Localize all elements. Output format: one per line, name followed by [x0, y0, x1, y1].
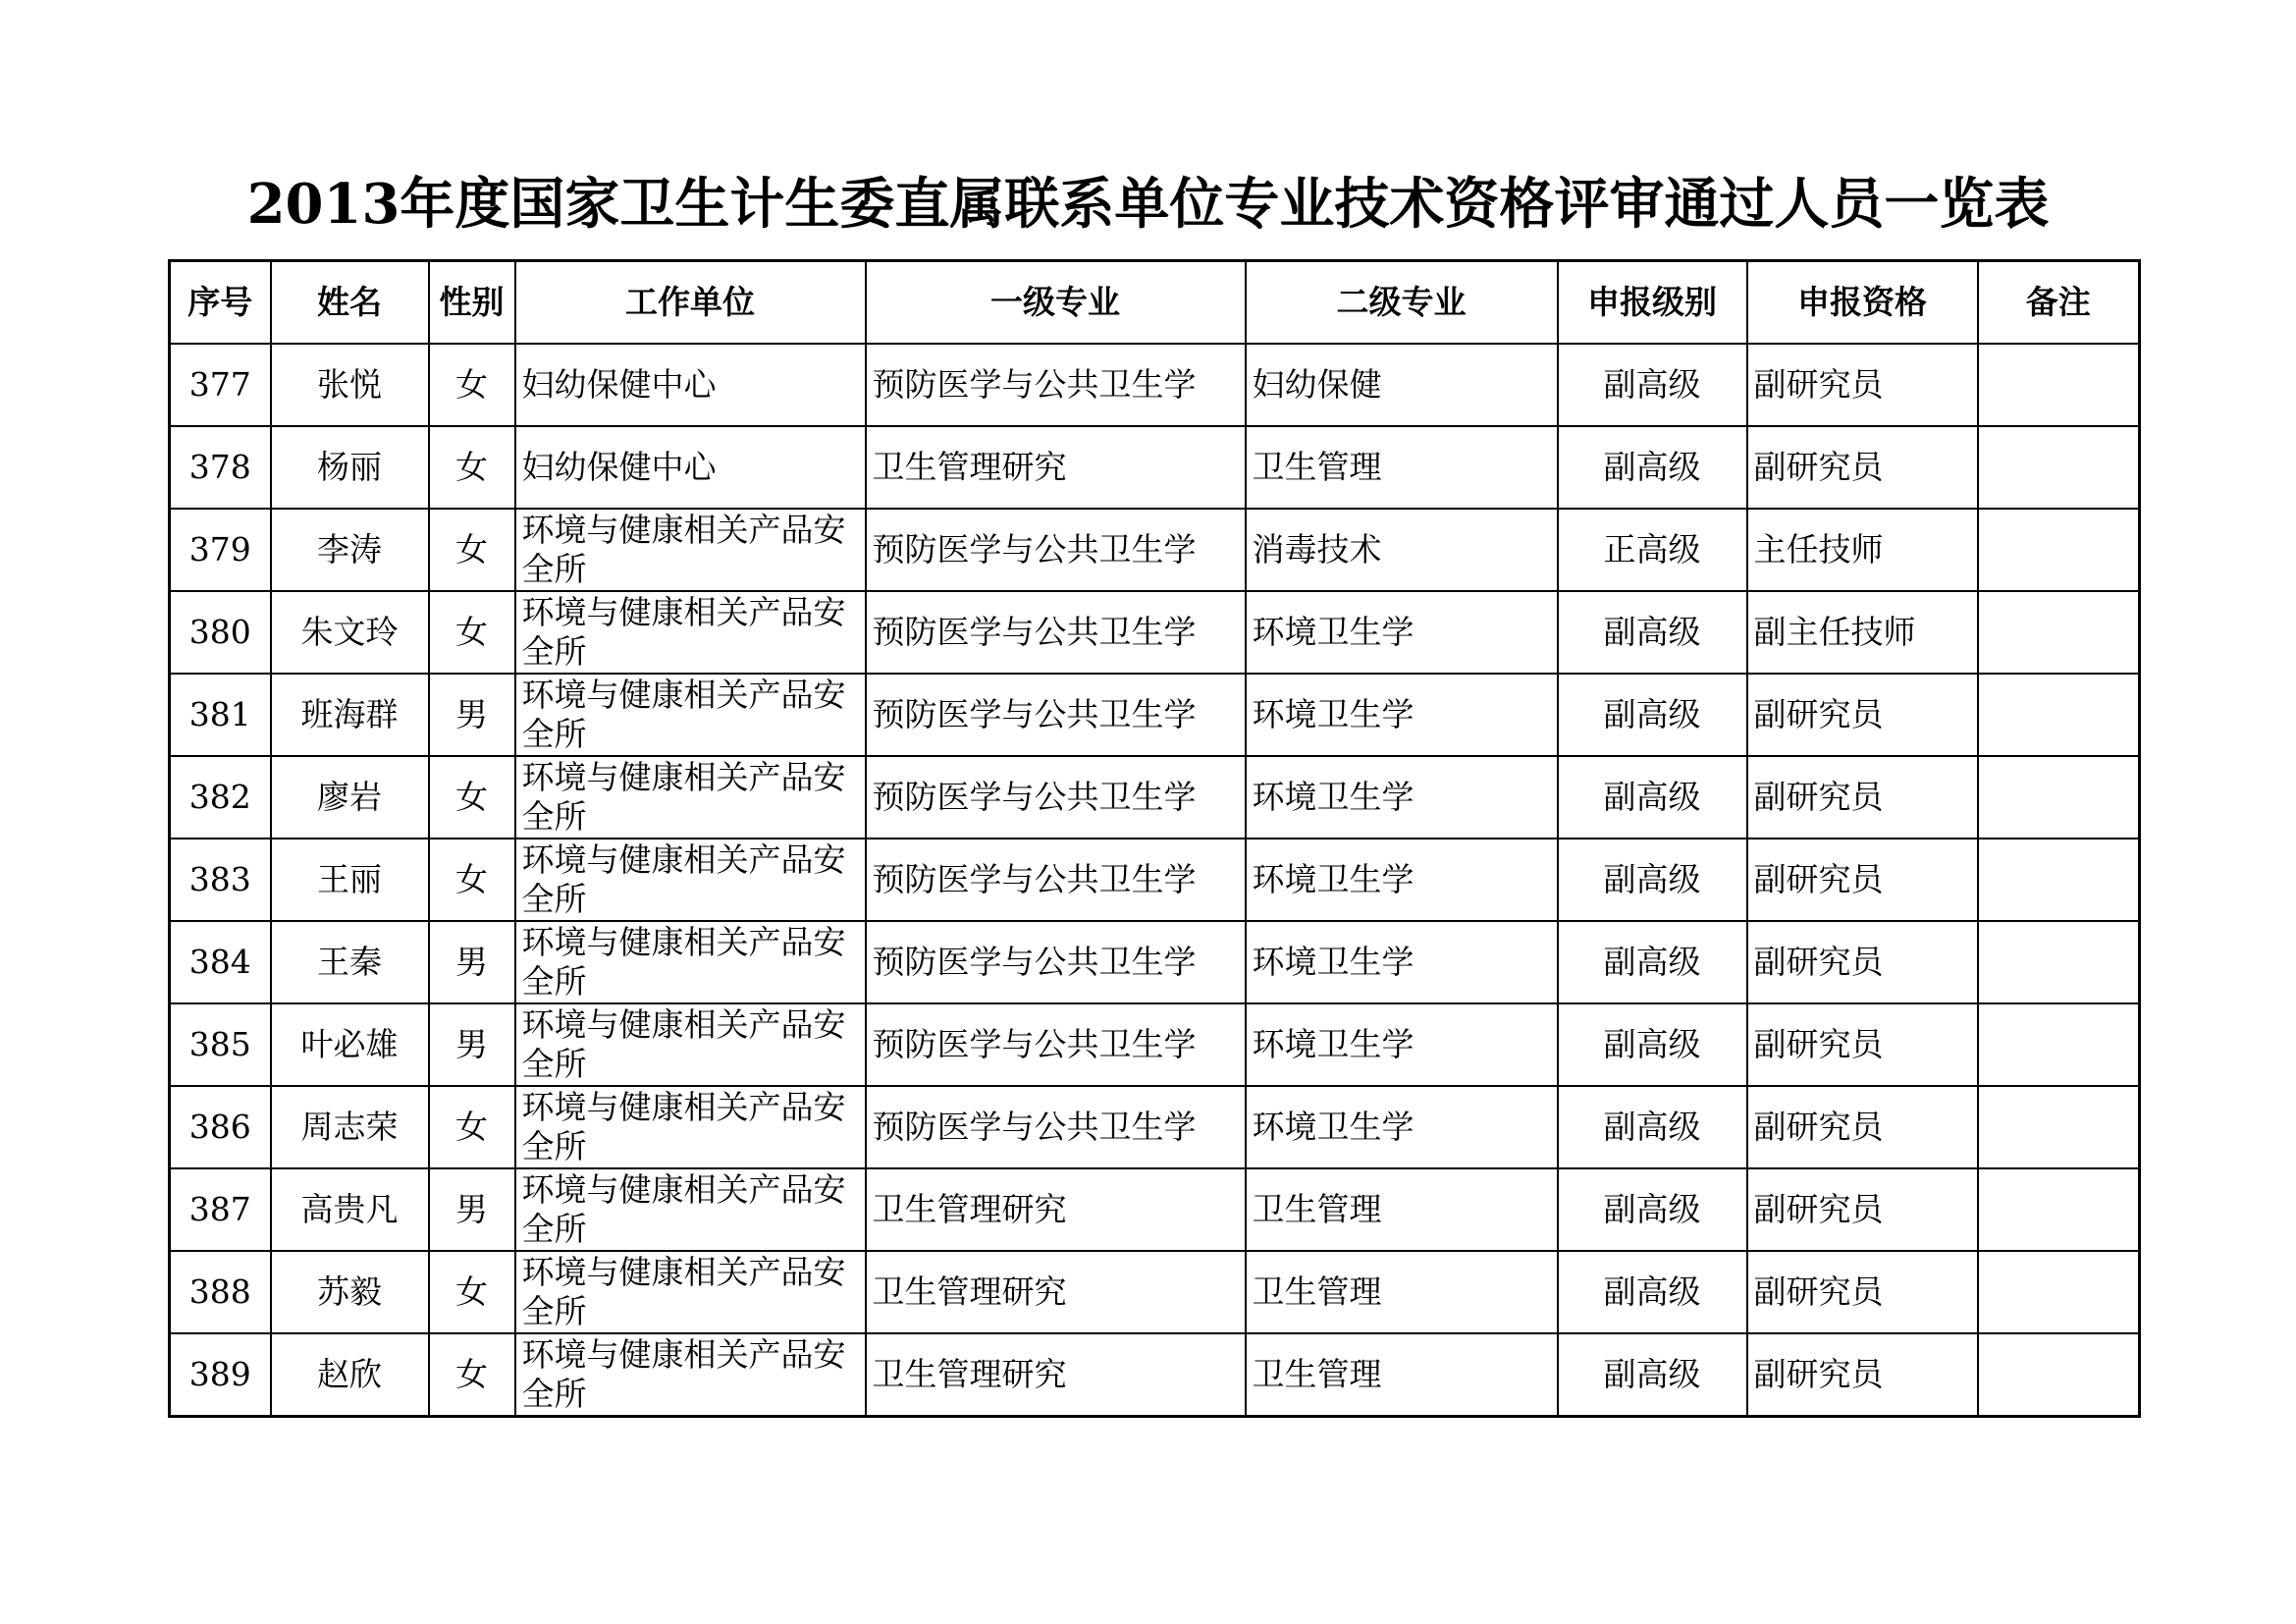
cell-col-level: 副高级: [1558, 756, 1747, 839]
cell-col-qualification: 副研究员: [1747, 1251, 1978, 1333]
cell-col-remarks: [1978, 1086, 2140, 1168]
cell-col-unit: 妇幼保健中心: [515, 426, 866, 509]
cell-col-qualification: 副研究员: [1747, 921, 1978, 1003]
table-row: [170, 674, 2140, 756]
cell-col-name: 叶必雄: [271, 1003, 429, 1086]
cell-col-remarks: [1978, 756, 2140, 839]
cell-col-primary-major: 预防医学与公共卫生学: [866, 1003, 1246, 1086]
cell-col-name: 苏毅: [271, 1251, 429, 1333]
cell-col-unit: 环境与健康相关产品安全所: [515, 509, 866, 591]
cell-col-qualification: 副研究员: [1747, 1168, 1978, 1251]
cell-col-level: 副高级: [1558, 1003, 1747, 1086]
cell-col-index: 377: [170, 344, 271, 426]
cell-col-secondary-major: 环境卫生学: [1246, 1086, 1558, 1168]
cell-col-name: 李涛: [271, 509, 429, 591]
cell-col-index: 381: [170, 674, 271, 756]
cell-col-remarks: [1978, 1003, 2140, 1086]
cell-col-level: 副高级: [1558, 426, 1747, 509]
cell-col-index: 388: [170, 1251, 271, 1333]
table-row: [170, 1333, 2140, 1417]
cell-col-primary-major: 卫生管理研究: [866, 1251, 1246, 1333]
cell-col-unit: 环境与健康相关产品安全所: [515, 1251, 866, 1333]
cell-col-name: 王丽: [271, 839, 429, 921]
table-row: [170, 426, 2140, 509]
cell-col-remarks: [1978, 674, 2140, 756]
cell-col-name: 赵欣: [271, 1333, 429, 1417]
cell-col-secondary-major: 环境卫生学: [1246, 756, 1558, 839]
cell-col-secondary-major: 环境卫生学: [1246, 921, 1558, 1003]
cell-col-unit: 环境与健康相关产品安全所: [515, 756, 866, 839]
table-row: [170, 921, 2140, 1003]
cell-col-gender: 女: [429, 426, 515, 509]
cell-col-remarks: [1978, 344, 2140, 426]
cell-col-secondary-major: 环境卫生学: [1246, 1003, 1558, 1086]
cell-col-level: 副高级: [1558, 344, 1747, 426]
cell-col-qualification: 副研究员: [1747, 344, 1978, 426]
cell-col-unit: 环境与健康相关产品安全所: [515, 921, 866, 1003]
table-row: [170, 839, 2140, 921]
cell-col-level: 副高级: [1558, 839, 1747, 921]
cell-col-primary-major: 预防医学与公共卫生学: [866, 1086, 1246, 1168]
cell-col-index: 386: [170, 1086, 271, 1168]
cell-col-primary-major: 预防医学与公共卫生学: [866, 839, 1246, 921]
cell-col-secondary-major: 环境卫生学: [1246, 674, 1558, 756]
header-col-remarks: 备注: [1978, 261, 2140, 345]
cell-col-gender: 女: [429, 839, 515, 921]
cell-col-secondary-major: 卫生管理: [1246, 1168, 1558, 1251]
cell-col-gender: 女: [429, 344, 515, 426]
cell-col-secondary-major: 环境卫生学: [1246, 839, 1558, 921]
cell-col-qualification: 副研究员: [1747, 1086, 1978, 1168]
personnel-table: [168, 259, 2141, 1418]
table-row: [170, 591, 2140, 674]
cell-col-qualification: 副研究员: [1747, 1333, 1978, 1417]
cell-col-qualification: 副研究员: [1747, 674, 1978, 756]
cell-col-index: 389: [170, 1333, 271, 1417]
cell-col-remarks: [1978, 591, 2140, 674]
table-row: [170, 509, 2140, 591]
cell-col-unit: 环境与健康相关产品安全所: [515, 1333, 866, 1417]
header-col-index: 序号: [170, 261, 271, 345]
cell-col-remarks: [1978, 509, 2140, 591]
cell-col-gender: 女: [429, 756, 515, 839]
cell-col-qualification: 副研究员: [1747, 426, 1978, 509]
table-header-row: [170, 261, 2140, 345]
cell-col-primary-major: 预防医学与公共卫生学: [866, 591, 1246, 674]
cell-col-index: 383: [170, 839, 271, 921]
cell-col-gender: 男: [429, 921, 515, 1003]
cell-col-name: 王秦: [271, 921, 429, 1003]
cell-col-index: 378: [170, 426, 271, 509]
header-col-qualification: 申报资格: [1747, 261, 1978, 345]
cell-col-qualification: 主任技师: [1747, 509, 1978, 591]
cell-col-secondary-major: 卫生管理: [1246, 1251, 1558, 1333]
cell-col-remarks: [1978, 426, 2140, 509]
table-row: [170, 1251, 2140, 1333]
cell-col-index: 384: [170, 921, 271, 1003]
cell-col-primary-major: 预防医学与公共卫生学: [866, 921, 1246, 1003]
cell-col-gender: 女: [429, 591, 515, 674]
cell-col-level: 副高级: [1558, 591, 1747, 674]
cell-col-name: 周志荣: [271, 1086, 429, 1168]
cell-col-unit: 妇幼保健中心: [515, 344, 866, 426]
cell-col-remarks: [1978, 839, 2140, 921]
cell-col-level: 副高级: [1558, 1086, 1747, 1168]
cell-col-remarks: [1978, 1333, 2140, 1417]
cell-col-name: 班海群: [271, 674, 429, 756]
cell-col-gender: 男: [429, 1168, 515, 1251]
cell-col-primary-major: 卫生管理研究: [866, 1333, 1246, 1417]
cell-col-qualification: 副研究员: [1747, 756, 1978, 839]
cell-col-primary-major: 卫生管理研究: [866, 426, 1246, 509]
cell-col-level: 正高级: [1558, 509, 1747, 591]
cell-col-name: 朱文玲: [271, 591, 429, 674]
table-row: [170, 1086, 2140, 1168]
header-col-level: 申报级别: [1558, 261, 1747, 345]
cell-col-unit: 环境与健康相关产品安全所: [515, 591, 866, 674]
cell-col-remarks: [1978, 921, 2140, 1003]
cell-col-secondary-major: 卫生管理: [1246, 426, 1558, 509]
cell-col-secondary-major: 环境卫生学: [1246, 591, 1558, 674]
cell-col-remarks: [1978, 1168, 2140, 1251]
cell-col-primary-major: 预防医学与公共卫生学: [866, 674, 1246, 756]
cell-col-index: 382: [170, 756, 271, 839]
cell-col-level: 副高级: [1558, 921, 1747, 1003]
cell-col-level: 副高级: [1558, 1333, 1747, 1417]
cell-col-primary-major: 预防医学与公共卫生学: [866, 509, 1246, 591]
cell-col-unit: 环境与健康相关产品安全所: [515, 674, 866, 756]
cell-col-gender: 女: [429, 1251, 515, 1333]
cell-col-unit: 环境与健康相关产品安全所: [515, 1168, 866, 1251]
cell-col-index: 379: [170, 509, 271, 591]
header-col-gender: 性别: [429, 261, 515, 345]
cell-col-unit: 环境与健康相关产品安全所: [515, 839, 866, 921]
cell-col-level: 副高级: [1558, 674, 1747, 756]
cell-col-level: 副高级: [1558, 1168, 1747, 1251]
cell-col-name: 张悦: [271, 344, 429, 426]
table-body: [170, 344, 2140, 1417]
table-row: [170, 1003, 2140, 1086]
cell-col-primary-major: 卫生管理研究: [866, 1168, 1246, 1251]
page-title: 2013年度国家卫生计生委直属联系单位专业技术资格评审通过人员一览表: [246, 172, 2050, 237]
header-col-name: 姓名: [271, 261, 429, 345]
cell-col-name: 高贵凡: [271, 1168, 429, 1251]
cell-col-qualification: 副主任技师: [1747, 591, 1978, 674]
cell-col-gender: 女: [429, 509, 515, 591]
cell-col-secondary-major: 妇幼保健: [1246, 344, 1558, 426]
cell-col-level: 副高级: [1558, 1251, 1747, 1333]
cell-col-gender: 女: [429, 1086, 515, 1168]
cell-col-secondary-major: 卫生管理: [1246, 1333, 1558, 1417]
cell-col-gender: 男: [429, 674, 515, 756]
cell-col-primary-major: 预防医学与公共卫生学: [866, 344, 1246, 426]
table-row: [170, 756, 2140, 839]
cell-col-index: 385: [170, 1003, 271, 1086]
table-row: [170, 1168, 2140, 1251]
cell-col-unit: 环境与健康相关产品安全所: [515, 1003, 866, 1086]
cell-col-qualification: 副研究员: [1747, 839, 1978, 921]
cell-col-primary-major: 预防医学与公共卫生学: [866, 756, 1246, 839]
cell-col-gender: 女: [429, 1333, 515, 1417]
cell-col-index: 380: [170, 591, 271, 674]
cell-col-remarks: [1978, 1251, 2140, 1333]
cell-col-name: 廖岩: [271, 756, 429, 839]
cell-col-qualification: 副研究员: [1747, 1003, 1978, 1086]
header-col-primary-major: 一级专业: [866, 261, 1246, 345]
cell-col-secondary-major: 消毒技术: [1246, 509, 1558, 591]
table-row: [170, 344, 2140, 426]
header-col-secondary-major: 二级专业: [1246, 261, 1558, 345]
cell-col-gender: 男: [429, 1003, 515, 1086]
cell-col-index: 387: [170, 1168, 271, 1251]
header-col-unit: 工作单位: [515, 261, 866, 345]
cell-col-name: 杨丽: [271, 426, 429, 509]
cell-col-unit: 环境与健康相关产品安全所: [515, 1086, 866, 1168]
